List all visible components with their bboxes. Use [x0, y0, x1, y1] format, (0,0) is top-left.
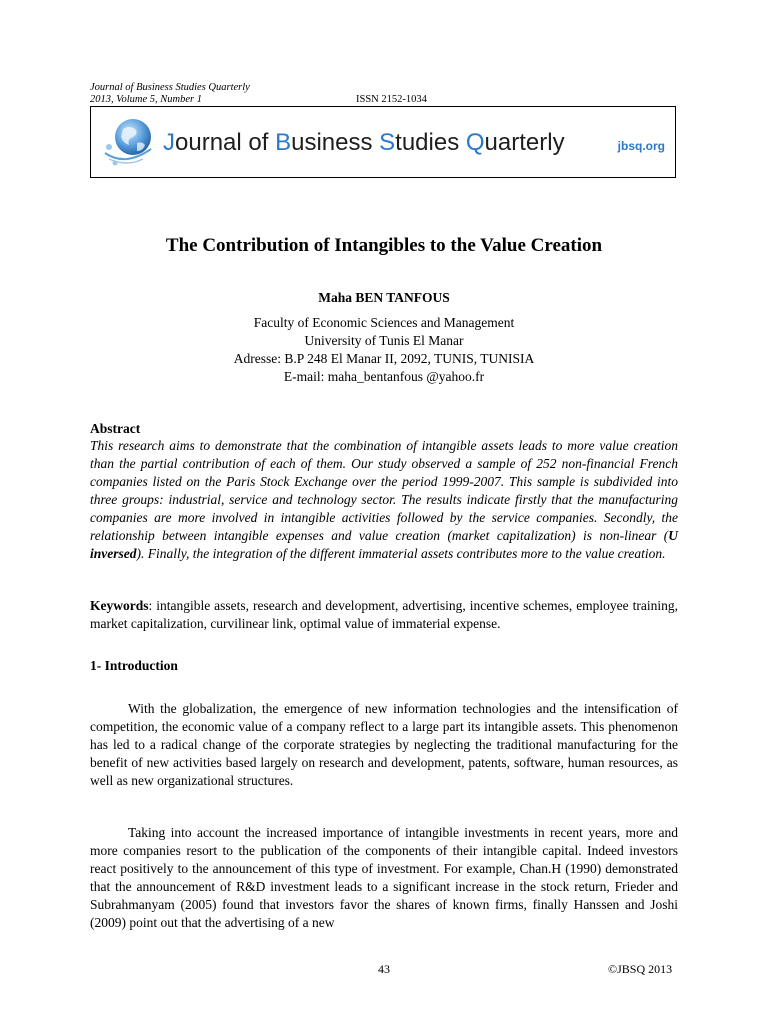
introduction-heading: 1- Introduction [90, 658, 178, 673]
abstract-text-bold: U inversed [90, 528, 678, 561]
keywords [90, 597, 678, 633]
affiliation-faculty: Faculty of Economic Sciences and Management [253, 315, 515, 330]
abstract-text-main: This research aims to demonstrate that the combination of intangible assets leads to more value creation than the partial contribution of each of them. Our study observed a sample of 252 non-financial French companies listed on the Paris Stock Exchange over the period 1999-2007. This sample is subdivided into three groups: industrial, service and technology sector. The results indicate firstly that the manufacturing companies are more involved in intangible activities followed by the service companies. Secondly, the relationship between intangible expenses and value creation (market capitalization) is non-linear ( [90, 438, 678, 543]
page-number: 43 [378, 962, 390, 976]
abstract-heading: Abstract [90, 421, 141, 436]
affiliation-email: E-mail: maha_bentanfous @yahoo.fr [283, 369, 485, 384]
banner-title-s: S [379, 129, 396, 156]
journal-name-line: Journal of Business Studies Quarterly [90, 82, 250, 93]
site-link[interactable]: jbsq.org [617, 139, 665, 153]
author-name: Maha BEN TANFOUS [318, 290, 450, 305]
banner-title-j: J [163, 129, 175, 156]
banner-title-usiness: usiness [291, 129, 380, 156]
journal-meta [90, 82, 250, 106]
banner-title-q: Q [465, 129, 485, 156]
affiliation-university: University of Tunis El Manar [304, 333, 464, 348]
paper-title: The Contribution of Intangibles to the Value Creation [165, 235, 603, 256]
banner-title-ournal: ournal of [175, 129, 276, 156]
banner-title-uarterly: uarterly [484, 129, 565, 156]
copyright: ©JBSQ 2013 [608, 962, 673, 976]
keywords-label: Keywords [90, 598, 149, 613]
affiliation-address: Adresse: B.P 248 El Manar II, 2092, TUNIS, TUNISIA [233, 351, 535, 366]
keywords-text: : intangible assets, research and development, advertising, incentive schemes, employee training, market capitalization, curvilinear link, optimal value of immaterial expense. [90, 598, 678, 631]
intro-paragraph-2: Taking into account the increased importance of intangible investments in recent years, more and more companies resort to the publication of the components of their intangible capital. Indeed investors react positively to the announcement of this type of investment. For example, Chan.H (1990) demonstrated that the announcement of R&D investment leads to a significant increase in the stock return, Frieder and Subrahmanyam (2005) found that investors favor the shares of known firms, finally Hanssen and Joshi (2009) point out that the advertising of a new [90, 825, 678, 930]
abstract-text [90, 437, 678, 563]
globe-icon [99, 113, 159, 173]
banner-title [163, 129, 565, 157]
intro-paragraph-1: With the globalization, the emergence of new information technologies and the intensification of competition, the economic value of a company reflect to a large part its intangible assets. This phenomenon has led to a radical change of the corporate strategies by neglecting the traditional manufacturing for the benefit of new activities based largely on research and development, patents, software, human resources, as well as new organizational structures. [90, 701, 678, 788]
affiliation-block [0, 314, 768, 386]
journal-banner [90, 106, 676, 178]
issn: ISSN 2152-1034 [356, 94, 427, 105]
banner-title-b: B [275, 129, 292, 156]
banner-title-tudies: tudies [395, 129, 466, 156]
volume-line: 2013, Volume 5, Number 1 [90, 94, 202, 105]
abstract-text-end: ). Finally, the integration of the different immaterial assets contributes more to the value creation. [136, 546, 666, 561]
